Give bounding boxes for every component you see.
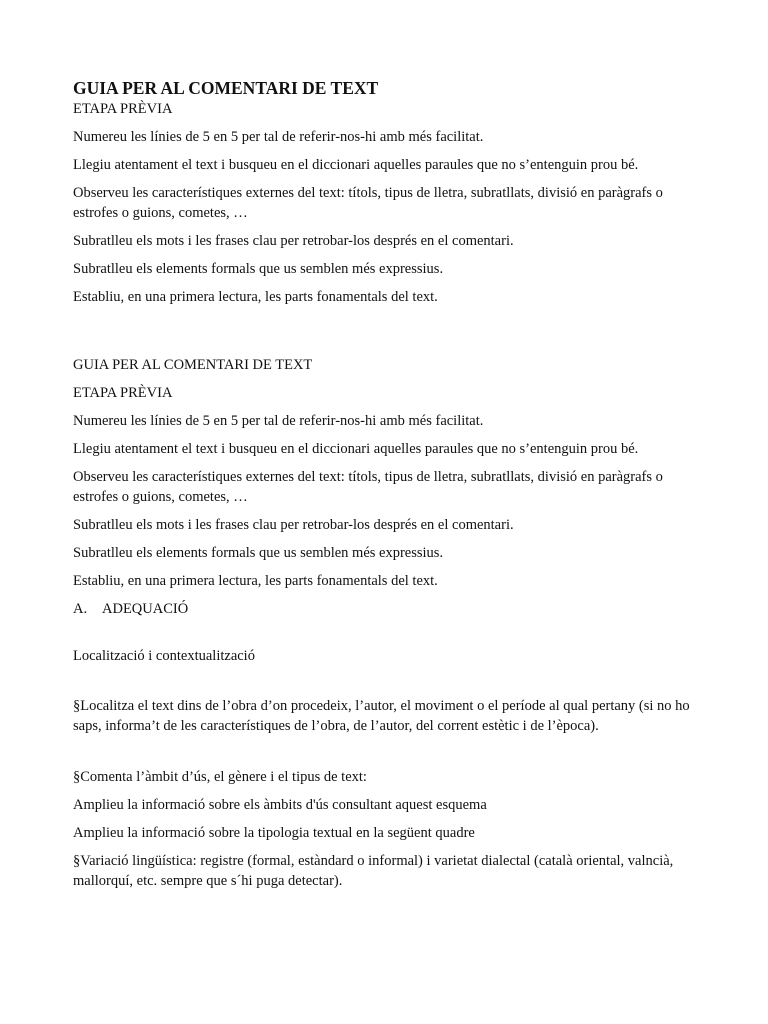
document-title: GUIA PER AL COMENTARI DE TEXT: [73, 78, 379, 98]
paragraph: Llegiu atentament el text i busqueu en el diccionari aquelles paraules que no s’entenguin prou bé.: [73, 157, 639, 173]
paragraph: Subratlleu els elements formals que us semblen més expressius.: [73, 545, 444, 561]
paragraph: Observeu les característiques externes del text: títols, tipus de lletra, subratllats, divisió en paràgrafs o estrofes o guions, cometes, …: [73, 185, 663, 221]
section-spacer: [73, 307, 698, 355]
paragraph: Subratlleu els mots i les frases clau per retrobar-los després en el comentari.: [73, 517, 514, 533]
spacer: [73, 736, 698, 767]
paragraph: Numereu les línies de 5 en 5 per tal de referir-nos-hi amb més facilitat.: [73, 413, 484, 429]
paragraph: Establiu, en una primera lectura, les parts fonamentals del text.: [73, 573, 438, 589]
list-item-adequacy: [73, 599, 698, 619]
variation-paragraph: §Variació lingüística: registre (formal, estàndard o informal) i varietat dialectal (català oriental, valncià, mallorquí, etc. sempre que s´hi puga detectar).: [73, 853, 674, 889]
localize-paragraph: §Localitza el text dins de l’obra d’on procedeix, l’autor, el moviment o el període al qual pertany (si no ho saps, informa’t de les característiques de l’obra, de l’autor, del corrent estètic i de l’època).: [73, 698, 690, 734]
list-heading: ADEQUACIÓ: [102, 601, 189, 617]
stage-subtitle: ETAPA PRÈVIA: [73, 101, 173, 117]
list-marker: A.: [73, 601, 88, 617]
stage-subtitle: ETAPA PRÈVIA: [73, 385, 173, 401]
paragraph: Numereu les línies de 5 en 5 per tal de referir-nos-hi amb més facilitat.: [73, 129, 484, 145]
paragraph: Llegiu atentament el text i busqueu en el diccionari aquelles paraules que no s’entenguin prou bé.: [73, 441, 639, 457]
document-page: [73, 78, 698, 891]
paragraph: Establiu, en una primera lectura, les parts fonamentals del text.: [73, 289, 438, 305]
localization-heading: Localització i contextualització: [73, 648, 255, 664]
paragraph: Subratlleu els mots i les frases clau per retrobar-los després en el comentari.: [73, 233, 514, 249]
spacer: [73, 619, 698, 646]
section-1: [73, 78, 698, 307]
expand-scopes-line: Amplieu la informació sobre els àmbits d'ús consultant aquest esquema: [73, 797, 487, 813]
expand-typology-line: Amplieu la informació sobre la tipologia textual en la següent quadre: [73, 825, 475, 841]
section-2: [73, 355, 698, 891]
paragraph: Observeu les característiques externes del text: títols, tipus de lletra, subratllats, divisió en paràgrafs o estrofes o guions, cometes, …: [73, 469, 663, 505]
comment-paragraph: §Comenta l’àmbit d’ús, el gènere i el tipus de text:: [73, 769, 367, 785]
section-title: GUIA PER AL COMENTARI DE TEXT: [73, 357, 313, 373]
spacer: [73, 666, 698, 696]
paragraph: Subratlleu els elements formals que us semblen més expressius.: [73, 261, 444, 277]
